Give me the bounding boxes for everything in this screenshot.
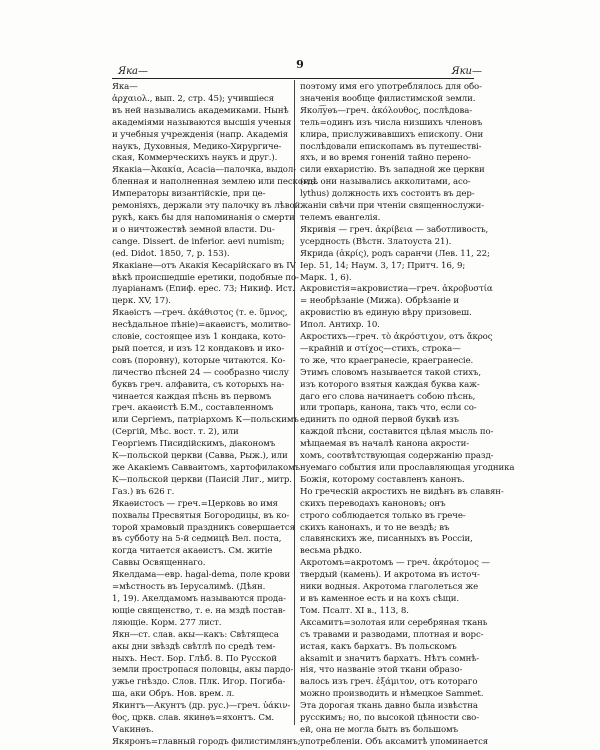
text-line: клира, прислуживавшихъ епископу. Они [300,129,484,140]
text-line: Этимъ словомъ называется такой стихъ, [300,367,481,378]
text-line: θος, цркв. слав. якинѳъ=яхонтъ. См. [112,713,275,724]
text-line: Якакіа—Ἀκακία, Acacia—палочка, выдол- [112,165,297,176]
text-line: строго соблюдается только въ грече- [300,510,466,521]
text-line: совъ (поровну), которые читаются. Ко- [112,355,286,366]
text-line: тель=одинъ изъ числа низшихъ членовъ [300,117,483,128]
text-line: ющіе священство, т. е. на мздѣ постав- [112,605,286,616]
text-line: Ипол. Антихр. 10. [300,320,380,331]
text-line: lythus) должность ихъ состоитъ въ дер- [300,189,475,200]
text-line: Но греческій акростихъ не видѣнъ въ славян- [300,486,504,497]
text-line: бленная и наполненная землею или пескомъ. [112,177,318,188]
text-line: буквъ греч. алфавита, съ которыхъ на- [112,379,285,390]
text-line: Якаѳистосъ — греч.=Церковь во имя [112,498,278,509]
text-line: Том. Псалт. XI в., 113, 8. [300,605,409,616]
text-line: рукѣ, какъ бы для напоминанія о смерти [112,212,295,223]
text-line: Якрида (ἀκρίς), родъ саранчи (Лев. 11, 22; [300,248,490,259]
text-line: ἀρχαιολ., вып. 2, стр. 45); учившіеся [112,93,274,104]
header-rule [112,78,474,79]
text-line: хомъ, соотвѣтствующая содержанію празд- [300,451,494,462]
text-line: 1, 19). Акелдамомъ называются прода- [112,593,286,604]
text-line: церк. XV, 17). [112,296,171,307]
text-line: чинается каждая пѣснь въ первомъ [112,391,272,402]
text-line: (гдѣ они назывались акколитами, асо- [300,177,471,188]
text-line: Якн—ст. слав. акы—какъ: Свѣтящеса [112,629,279,640]
text-line: каждой пѣсни, составится цѣлая мысль по- [300,427,494,438]
text-line: усердность (Вѣстн. Златоуста 21). [300,236,452,247]
text-line: твердый (камень). И акротома въ источ- [300,570,480,581]
text-line: и въ каменное есть и на кохъ сѣщи. [300,593,459,604]
text-line: Акростихъ—греч. τὸ ἀκρόστιχον, отъ ἄκρος [300,332,493,343]
text-line: истая, какъ бархатъ. Въ польскомъ [300,641,457,652]
text-line: Якинтъ—Акунтъ (др. рус.)—греч. ὑάκιν- [112,701,291,712]
text-line: можно производить и нѣмецкое Sammet. [300,689,484,700]
text-line: К—польской церкви (Паисій Лиг., митр. [112,474,292,485]
text-line: или Сергіемъ, патріархомъ К—польскимъ [112,415,299,426]
text-line: ляющіе. Корм. 277 лист. [112,617,222,628]
running-head-right: Яки— [451,66,482,77]
text-line: ники водныя. Акротома глаголеться же [300,582,479,593]
text-line: вѣкѣ происшедшіе еретики, подобные по- [112,272,299,283]
text-line: или тропарь, канона, такъ что, если со- [300,403,477,414]
text-line: Ѵакинѳъ. [112,724,154,735]
text-line: Саввы Освященнаго. [112,558,206,569]
text-line: = необрѣзаніе (Мижа). Обрѣзаніе и [300,296,460,307]
text-line: Іер. 51, 14; Наум. 3, 17; Притч. 16, 9; [300,260,466,271]
text-line: же Акакіемъ Савваитомъ, хартофилакомъ [112,463,301,473]
text-line: и о ничтожествѣ земной власти. Du- [112,224,275,235]
text-line: единить по одной первой буквѣ изъ [300,415,459,426]
text-line: поэтому имя его употреблялось для обо- [300,82,482,92]
text-line: Аксамитъ=золотая или серебряная ткань [300,617,488,628]
text-line: греч. акаѳистѣ Б.М., составленномъ [112,403,274,414]
text-line: Эта дорогая ткань давно была извѣстна [300,701,478,712]
text-line: торой храмовый праздникъ совершается [112,522,295,533]
text-line: ша, аки Обръ. Нов. врем. л. [112,689,235,700]
text-line: изъ которого взятыя каждая буква каж- [300,379,480,390]
text-line: земли простропася половцы, акы пардо- [112,665,294,676]
text-line: cange. Dissert. de inferior. aevi numism; [112,236,285,247]
text-line: Яка— [112,82,138,92]
text-line: акы дни звѣздѣ свѣтлѣ по средѣ тем- [112,641,276,652]
text-line: даго его слова начинаетъ собою пѣснь, [300,391,476,402]
left-column [112,82,318,749]
text-line: (ed. Didot. 1850, 7, p. 153). [112,248,230,259]
text-line: валось изъ греч. ἑξάμιτον, отъ котораго [300,677,478,688]
text-line: ей, она не могла быть въ большомъ [300,724,458,735]
text-line: луаріанамъ (Епиф. ерес. 73; Никиф. Ист. [112,284,295,295]
text-line: весьма рѣдко. [300,546,362,557]
text-line: и учебныя учрежденія (напр. Академія [112,129,288,140]
text-line: скихъ переводахъ каноновъ; онъ [300,498,446,509]
text-line: нуемаго события или прославляющая угодника [300,463,515,473]
text-line: Марк. 1, 6). [300,272,352,283]
page-number: 9 [296,58,304,71]
text-line: —крайній и στίχος—стихъ, строка— [300,343,461,354]
text-line: сили евхаристію. Въ западной же церкви [300,165,485,176]
text-line: Божія, которому составленъ канонъ. [300,474,465,485]
text-line: ныхъ. Нест. Бор. Глѣб. 8. По Русской [112,653,277,664]
text-line: академіями называются высшія ученыя [112,117,292,128]
text-line: скихъ канонахъ, и то не вездѣ; въ [300,522,450,533]
text-line: (Сергій, Мѣс. вост. т. 2), или [112,427,239,438]
text-line: похвалы Пресвятыя Богородицы, въ ко- [112,510,290,521]
text-line: акровистію въ единую вѣру призовеш. [300,308,472,319]
text-line: славянскихъ же, писанныхъ въ Россіи, [300,534,473,545]
text-line: жаніи свѣчи при чтеніи священнослужи- [300,201,485,212]
text-line: Газ.) въ 626 г. [112,486,175,497]
running-head-left: Яка— [118,66,149,77]
text-line: словіе, состоящее изъ 1 кондака, кото- [112,332,286,343]
text-line: Якол͡уѳъ—греч. ἀκόλουθος, послѣдова- [300,105,473,116]
text-line: личество пѣсней 24 — сообразно числу [112,367,289,378]
text-line: то же, что краегранесіе, краегранесіе. [300,355,474,366]
text-line: Якелдама—евр. hagal-dema, поле крови [112,570,291,581]
text-line: русскимъ; но, по высокой цѣнности сво- [300,713,480,724]
text-line: когда читается акаѳистъ. См. житіе [112,546,273,557]
text-line: ская, Коммерческихъ наукъ и друг.). [112,153,278,164]
text-line: телемъ евангелія. [300,212,381,223]
text-line: въ ней назывались академиками. Нынѣ [112,105,289,116]
text-line: рый поется, и изъ 12 кондаковъ и ико- [112,343,285,354]
text-line: Якакіане—отъ Акакія Кесарійскаго въ IV [112,260,296,271]
text-line: наукъ, Духовныя, Медико-Хирургиче- [112,141,282,152]
text-line: нія, что названіе этой ткани образо- [300,665,463,676]
text-line: Якривія — греч. ἀκρίβεια — заботливость, [300,224,489,235]
text-line: ужье гнѣздо. Слов. Плк. Игор. Погиба- [112,677,286,688]
text-line: ремоніяхъ, держали эту палочку въ лѣвой [112,201,301,212]
text-line: Акровистія=акровистиа—греч. ἀκροβυστία [300,284,493,295]
text-line: Якаѳістъ —греч. ἀκάθιστος (т. е. ὕμνος, [112,308,288,319]
text-line: Георгіемъ Писидійскимъ, діакономъ [112,439,276,450]
right-column [300,82,515,749]
text-line: съ травами и разводами, плотная и ворс- [300,629,484,640]
text-line: несѣдальное пѣніе)=акаѳистъ, молитво- [112,320,291,331]
text-line: К—польской церкви (Савва, Рыж.), или [112,451,288,462]
text-line: яхъ, и во время гоненій тайно перено- [300,153,471,164]
text-line: значенія вообще филистимской земли. [300,93,476,104]
text-line: употребленіи. Объ аксамитѣ упоминается [300,736,489,747]
text-line: Якяронъ=главный городъ филистимлянъ; [112,736,301,747]
text-line: послѣдовали епископамъ въ путешестві- [300,141,482,152]
text-line: =мѣстность въ Іерусалимѣ. (Дѣян. [112,582,266,593]
text-line: Акротомъ=акротомъ — греч. ἀκρότομος — [300,558,490,569]
text-line: мѣщаемая въ началѣ канона акрости- [300,439,470,450]
text-line: Императоры византійскіе, при це- [112,189,266,200]
text-line: aksamit и значитъ бархатъ. Нѣтъ сомнѣ- [300,653,480,664]
text-line: въ субботу на 5-й седмицѣ Вел. поста, [112,534,282,545]
